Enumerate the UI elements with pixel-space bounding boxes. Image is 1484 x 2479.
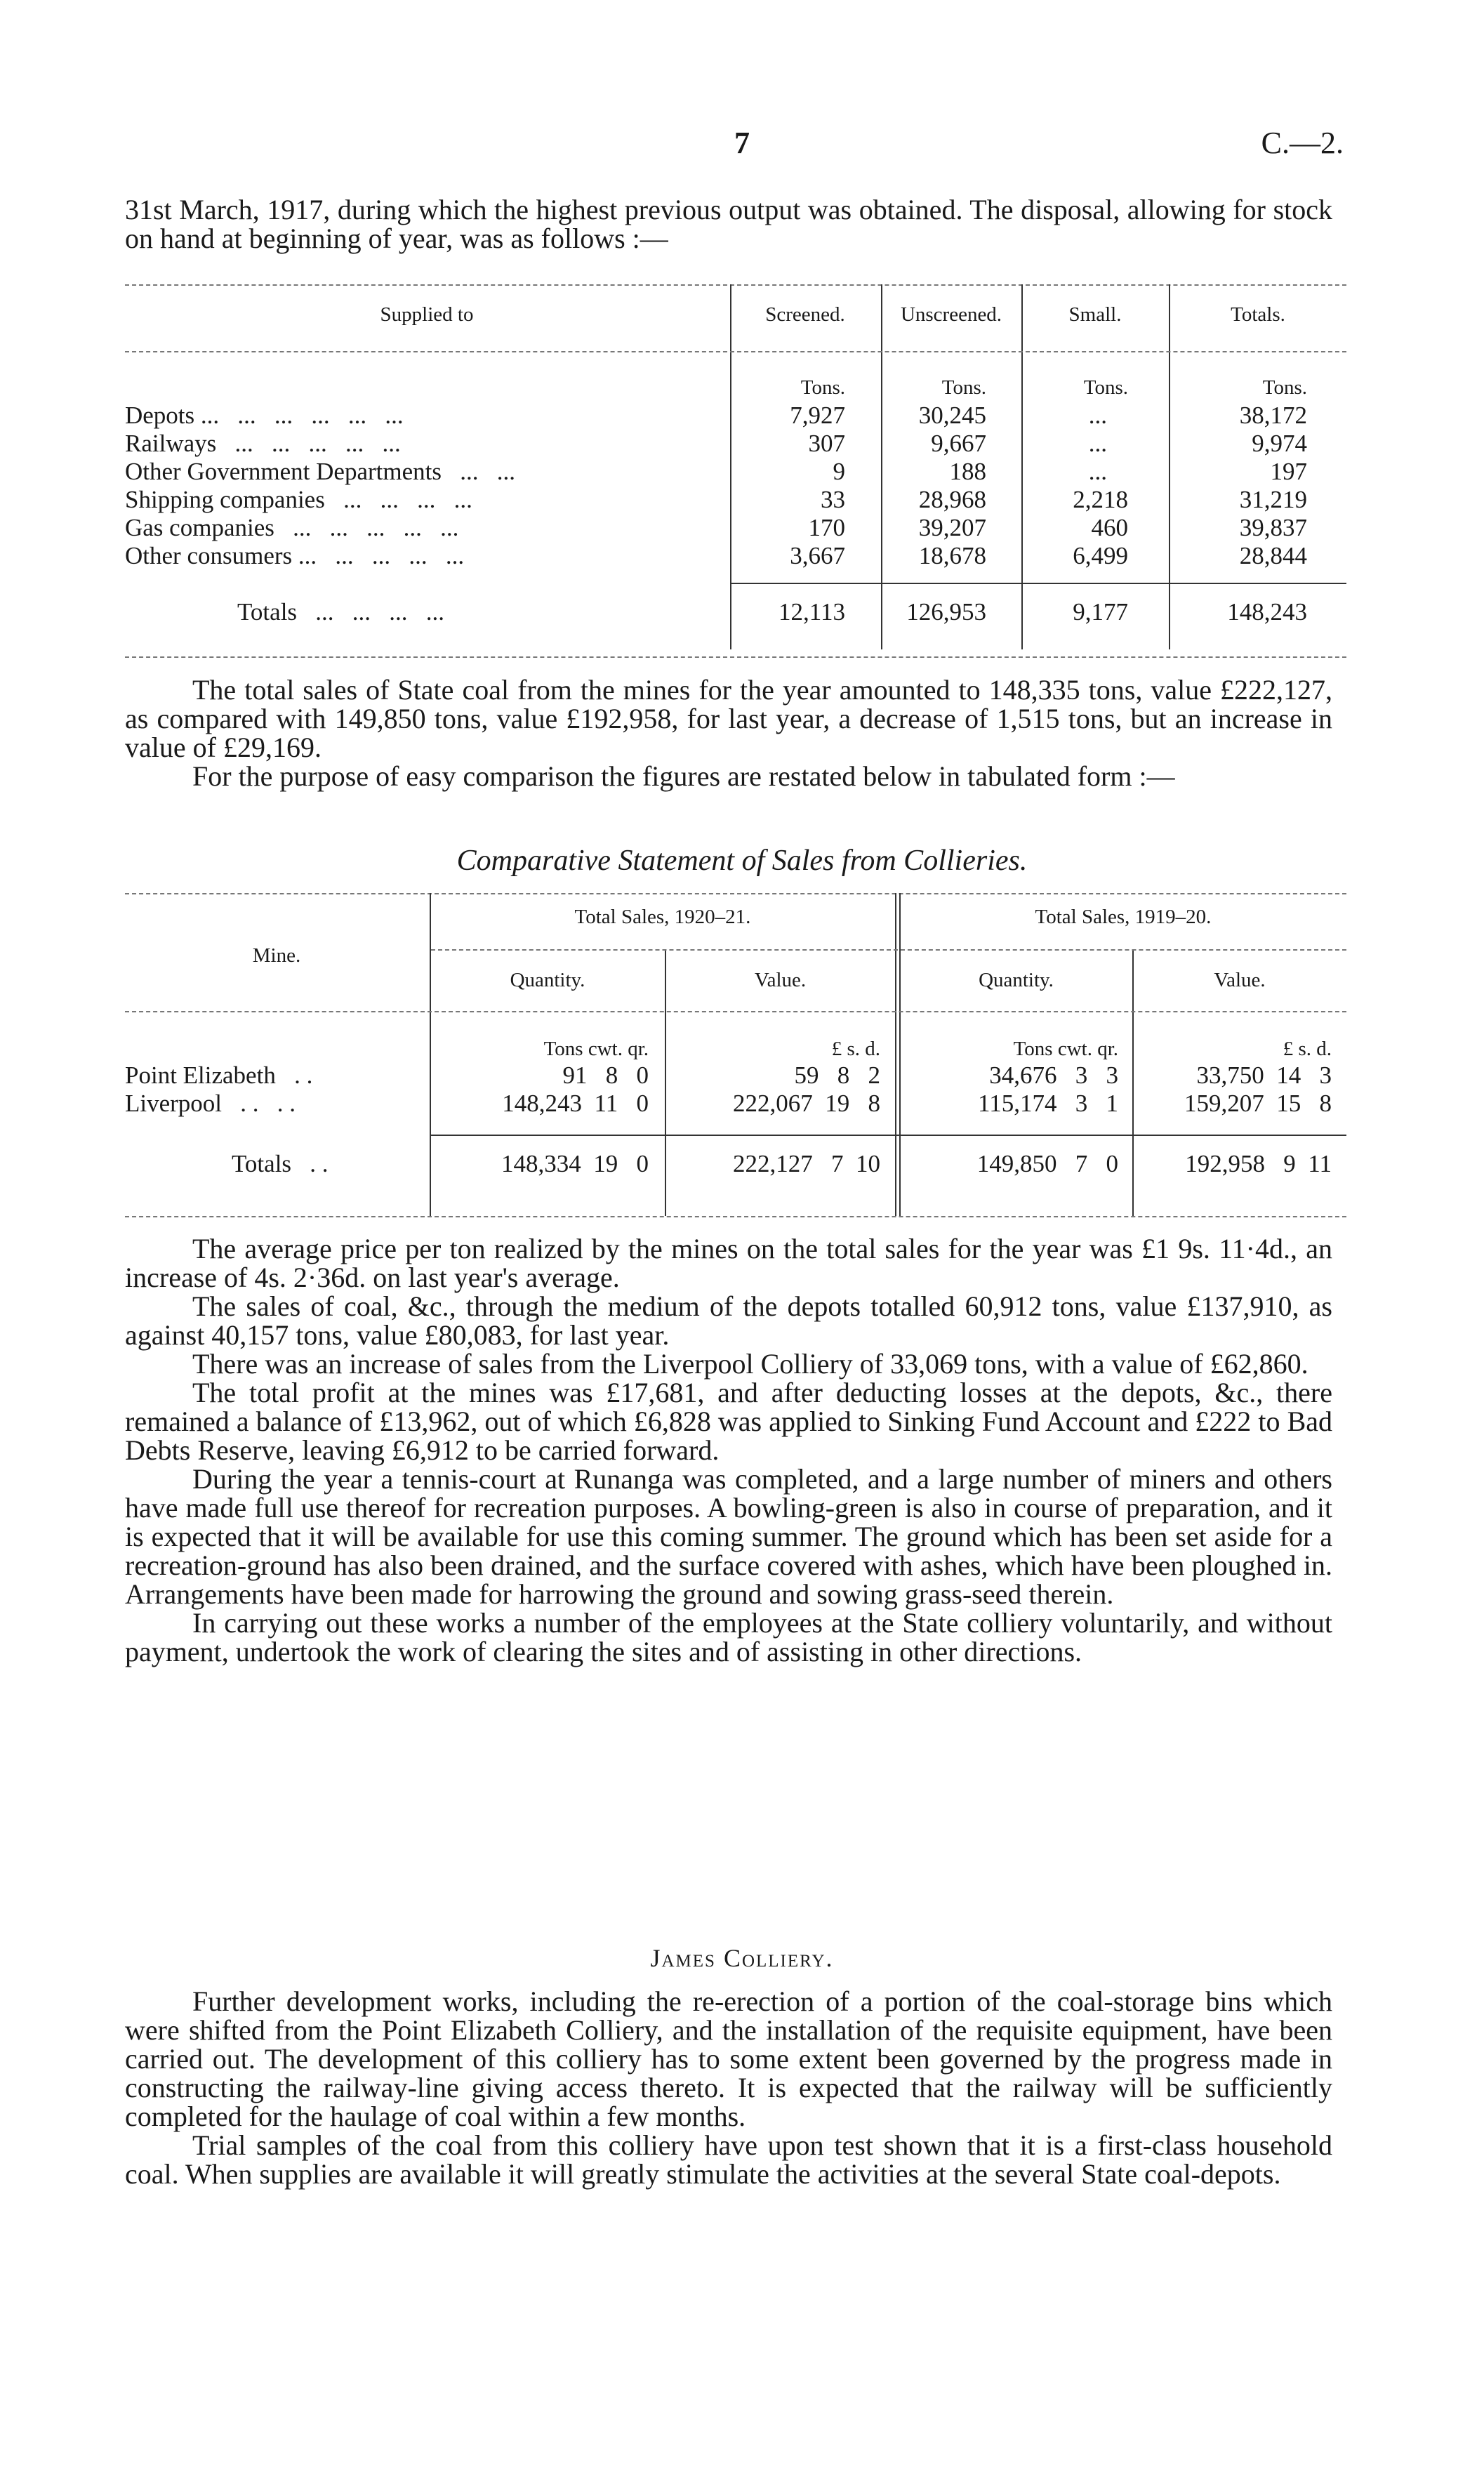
cell-small: 2,218 — [1073, 486, 1128, 513]
section-heading: James Colliery. — [650, 1944, 834, 1972]
cell-unscreened: 9,667 — [931, 430, 986, 457]
paragraph: There was an increase of sales from the Liverpool Colliery of 33,069 tons, with a value of £62,860. — [192, 1348, 1309, 1380]
cell-value-2: 33,750 14 3 — [1196, 1062, 1332, 1089]
table-rule — [125, 351, 1346, 352]
unit-unscreened: Tons. — [941, 376, 986, 399]
table-rule — [895, 893, 896, 1216]
header-small: Small. — [1068, 303, 1122, 326]
james-paragraphs — [125, 1987, 1332, 2188]
cell-screened: 170 — [808, 514, 845, 541]
row-label: Shipping companies ... ... ... ... — [125, 486, 472, 513]
cell-quantity-2: 115,174 3 1 — [978, 1090, 1118, 1117]
cell-unscreened: 28,968 — [918, 486, 986, 513]
cell-small: ... — [1088, 402, 1107, 429]
table-rule — [125, 284, 1346, 286]
cell-quantity-2: 34,676 3 3 — [989, 1062, 1118, 1089]
unit-small: Tons. — [1083, 376, 1128, 399]
header-quantity-1: Quantity. — [510, 969, 585, 991]
totals-label: Totals ... ... ... ... — [237, 598, 445, 626]
cell-unscreened: 18,678 — [918, 542, 986, 569]
total-totals: 148,243 — [1227, 598, 1307, 626]
table-rule — [431, 949, 1346, 951]
units-quantity-2: Tons cwt. qr. — [1013, 1038, 1118, 1060]
table-rule — [125, 1011, 1346, 1012]
para-total-sales: The total sales of State coal from the mines for the year amounted to 148,335 tons, value £222,127, as compared with 149,850 tons, value £192,958, for last year, a decrease of 1,515 tons, but an increase in value of £29,169. — [125, 674, 1332, 763]
cell-small: 460 — [1091, 514, 1128, 541]
sales-paragraphs — [125, 675, 1332, 791]
paragraph: During the year a tennis-court at Runanga was completed, and a large number of miners and others have made full use thereof for recreation purposes. A bowling-green is also in course of preparation, and it is expected that it will be available for use this coming summer. The ground which has been set aside for a recreation-ground has also been drained, and the surface covered with ashes, which have been ploughed in. Arrangements have been made for harrowing the ground and sowing grass-seed therein. — [125, 1463, 1332, 1610]
row-label: Depots ... ... ... ... ... ... — [125, 402, 404, 429]
cell-screened: 3,667 — [790, 542, 845, 569]
row-mine: Liverpool . . . . — [125, 1090, 296, 1117]
row-label: Railways ... ... ... ... ... — [125, 430, 401, 457]
row-label: Other consumers ... ... ... ... ... — [125, 542, 465, 569]
cell-totals: 197 — [1270, 458, 1307, 485]
units-value-1: £ s. d. — [831, 1038, 880, 1060]
table-rule — [125, 1216, 1346, 1217]
cell-unscreened: 30,245 — [918, 402, 986, 429]
total-quantity-1: 148,334 19 0 — [501, 1150, 649, 1177]
cell-screened: 33 — [821, 486, 845, 513]
paragraph: The average price per ton realized by the mines on the total sales for the year was £1 9s. 11·4d., an increase of 4s. 2·36d. on last year's average. — [125, 1233, 1332, 1293]
row-mine: Point Elizabeth . . — [125, 1062, 313, 1089]
cell-small: ... — [1088, 458, 1107, 485]
header-quantity-2: Quantity. — [979, 969, 1054, 991]
header-group-1920: Total Sales, 1920–21. — [574, 906, 751, 928]
paragraph: The total profit at the mines was £17,681, and after deducting losses at the depots, &c., there remained a balance of £13,962, out of which £6,828 was applied to Sinking Fund Account and £222 to Bad Debts Reserve, leaving £6,912 to be carried forward. — [125, 1377, 1332, 1466]
cell-screened: 307 — [808, 430, 845, 457]
units-value-2: £ s. d. — [1283, 1038, 1332, 1060]
paragraph: Further development works, including the re-erection of a portion of the coal-storage bins which were shifted from the Point Elizabeth Colliery, and the installation of the requisite equipment, have been carried out. The development of this colliery has to some extent been governed by the progress made in constructing the railway-line giving access thereto. It is expected that the railway will be sufficiently completed for the haulage of coal within a few months. — [125, 1985, 1332, 2132]
units-quantity-1: Tons cwt. qr. — [543, 1038, 649, 1060]
total-quantity-2: 149,850 7 0 — [976, 1150, 1118, 1177]
cell-totals: 31,219 — [1239, 486, 1307, 513]
header-supplied-to: Supplied to — [380, 303, 474, 326]
paragraph: Trial samples of the coal from this colliery have upon test shown that it is a first-class household coal. When supplies are available it will greatly stimulate the activities at the several State coal-depots. — [125, 2129, 1332, 2190]
table-rule — [430, 1135, 1346, 1136]
cell-screened: 9 — [833, 458, 845, 485]
total-screened: 12,113 — [779, 598, 845, 626]
header-group-1919: Total Sales, 1919–20. — [1035, 906, 1212, 928]
header-value-1: Value. — [754, 969, 807, 991]
total-value-1: 222,127 7 10 — [733, 1150, 880, 1177]
table-rule — [125, 893, 1346, 894]
header-value-2: Value. — [1214, 969, 1266, 991]
comparative-title: Comparative Statement of Sales from Collieries. — [456, 845, 1028, 877]
cell-totals: 28,844 — [1239, 542, 1307, 569]
paragraph: In carrying out these works a number of the employees at the State colliery voluntarily, and without payment, undertook the work of clearing the sites and of assisting in other directions. — [125, 1607, 1332, 1667]
intro-paragraph — [125, 195, 1332, 253]
cell-small: ... — [1088, 430, 1107, 457]
cell-small: 6,499 — [1073, 542, 1128, 569]
total-unscreened: 126,953 — [906, 598, 986, 626]
total-small: 9,177 — [1073, 598, 1128, 626]
body-paragraphs — [125, 1234, 1332, 1666]
cell-unscreened: 39,207 — [918, 514, 986, 541]
header-unscreened: Unscreened. — [900, 303, 1002, 326]
cell-screened: 7,927 — [790, 402, 845, 429]
header-screened: Screened. — [765, 303, 845, 326]
cell-totals: 39,837 — [1239, 514, 1307, 541]
page-number: 7 — [734, 126, 750, 160]
document-code: C.—2. — [1261, 126, 1344, 160]
cell-totals: 38,172 — [1239, 402, 1307, 429]
row-label: Gas companies ... ... ... ... ... — [125, 514, 459, 541]
row-label: Other Government Departments ... ... — [125, 458, 515, 485]
paragraph: The sales of coal, &c., through the medium of the depots totalled 60,912 tons, value £137,910, as against 40,157 tons, value £80,083, for last year. — [125, 1290, 1332, 1351]
cell-value-1: 59 8 2 — [794, 1062, 880, 1089]
unit-totals: Tons. — [1262, 376, 1307, 399]
cell-quantity-1: 148,243 11 0 — [502, 1090, 649, 1117]
unit-screened: Tons. — [800, 376, 845, 399]
table-rule — [125, 656, 1346, 658]
totals-label: Totals . . — [232, 1150, 329, 1177]
header-totals: Totals. — [1231, 303, 1285, 326]
para-purpose: For the purpose of easy comparison the figures are restated below in tabulated form :— — [192, 760, 1175, 792]
cell-unscreened: 188 — [949, 458, 986, 485]
cell-value-2: 159,207 15 8 — [1184, 1090, 1332, 1117]
cell-totals: 9,974 — [1252, 430, 1307, 457]
header-mine: Mine. — [252, 944, 301, 967]
table-rule — [730, 583, 1346, 584]
cell-quantity-1: 91 8 0 — [562, 1062, 649, 1089]
intro-text: 31st March, 1917, during which the highest previous output was obtained. The disposal, allowing for stock on hand at beginning of year, was as follows :— — [125, 194, 1332, 254]
cell-value-1: 222,067 19 8 — [733, 1090, 880, 1117]
total-value-2: 192,958 9 11 — [1185, 1150, 1332, 1177]
